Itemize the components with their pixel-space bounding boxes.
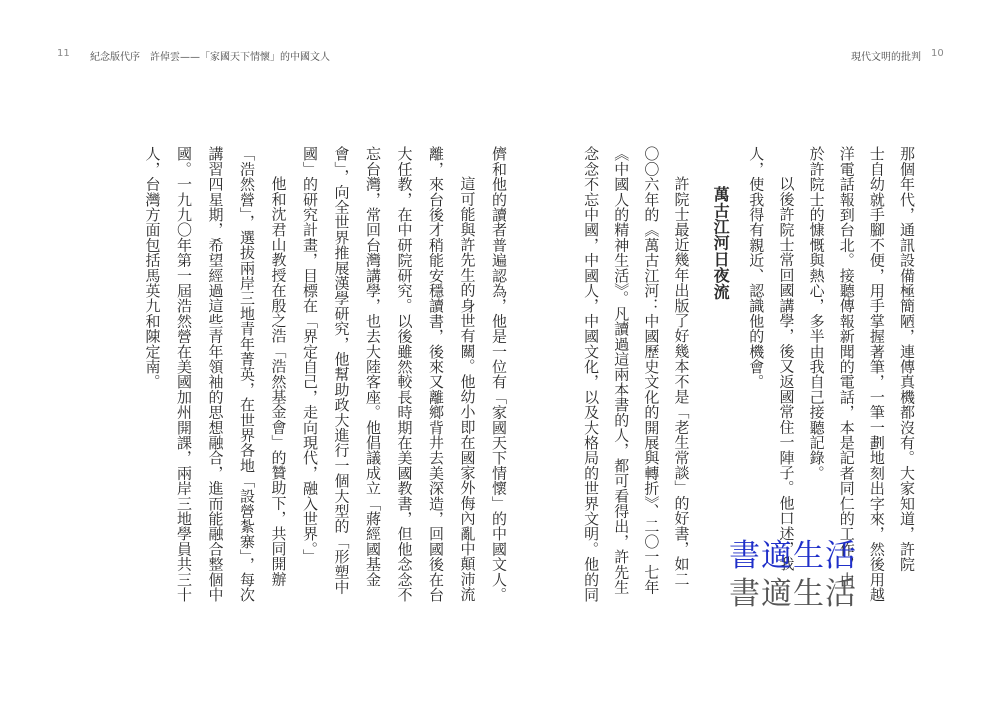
text-column: 洋電話報到台北。接聽傳報新聞的電話，本是記者同仁的工作，由	[837, 146, 856, 587]
left-page-number: 11	[57, 48, 70, 59]
watermark-logo-gray: 書適生活	[729, 576, 857, 612]
left-page-body	[86, 146, 511, 626]
text-column: 講習四星期，希望經過這些青年領袖的思想融合，進而能融合整個中	[206, 146, 225, 602]
text-column: 「浩然營」，選拔兩岸三地青年菁英，在世界各地「設營紮寨」，每次	[238, 146, 256, 603]
text-column: 他和沈君山教授在殷之浩「浩然基金會」的贊助下，共同開辦	[269, 176, 288, 587]
text-column: 人，使我得有親近、認識他的機會。	[747, 146, 766, 390]
text-column: 許院士最近幾年出版了好幾本不是「老生常談」的好書，如二	[672, 176, 691, 587]
text-column: 會」，向全世界推展漢學研究，他幫助政大進行一個大型的「形塑中	[332, 146, 351, 595]
text-column: 〇〇六年的《萬古江河：中國歷史文化的開展與轉折》、二〇一七年	[642, 146, 661, 595]
text-column: 國。一九九〇年第一屆浩然營在美國加州開課，兩岸三地學員共三十	[175, 146, 193, 602]
left-running-title: 紀念版代序 許倬雲——「家國天下情懷」的中國文人	[90, 52, 330, 63]
right-running-title: 現代文明的批判	[851, 52, 921, 63]
text-column: 那個年代，通訊設備極簡陋，連傳真機都沒有。大家知道，許院	[898, 146, 916, 572]
text-column: 於許院士的慷慨與熱心，多半由我自己接聽記錄。	[807, 146, 826, 481]
text-column: 人，台灣方面包括馬英九和陳定南。	[143, 146, 162, 390]
text-column: 念念不忘中國，中國人，中國文化，以及大格局的世界文明。他的同	[582, 146, 601, 602]
text-column: 國」的研究計畫，目標在「界定自己，走向現代，融入世界。」	[301, 146, 319, 565]
section-heading: 萬古江河日夜流	[711, 186, 731, 300]
text-column: 以後許院士常回國講學，後又返國常住一陣子。他口述，我	[777, 176, 796, 572]
text-column: 大任教，在中研院研究。以後雖然較長時期在美國教書，但他念念不	[395, 146, 414, 602]
text-column: 離，來台後才稍能安穩讀書，後來又離鄉背井去美深造，回國後在台	[427, 146, 445, 602]
text-column: 《中國人的精神生活》。凡讀過這兩本書的人，都可看得出，許先生	[612, 146, 631, 595]
right-page-number: 10	[931, 48, 944, 59]
text-column: 士自幼就手腳不便，用手掌握著筆，一筆一劃地刻出字來，然後用越	[867, 146, 886, 602]
watermark-logo-blue: 書適生活	[729, 538, 857, 574]
text-column: 儕和他的讀者普遍認為，他是一位有「家國天下情懷」的中國文人。	[490, 146, 508, 602]
text-column: 忘台灣，常回台灣講學，也去大陸客座。他倡議成立「蔣經國基金	[364, 146, 382, 587]
text-column: 這可能與許先生的身世有關。他幼小即在國家外侮內亂中顛沛流	[458, 176, 477, 602]
